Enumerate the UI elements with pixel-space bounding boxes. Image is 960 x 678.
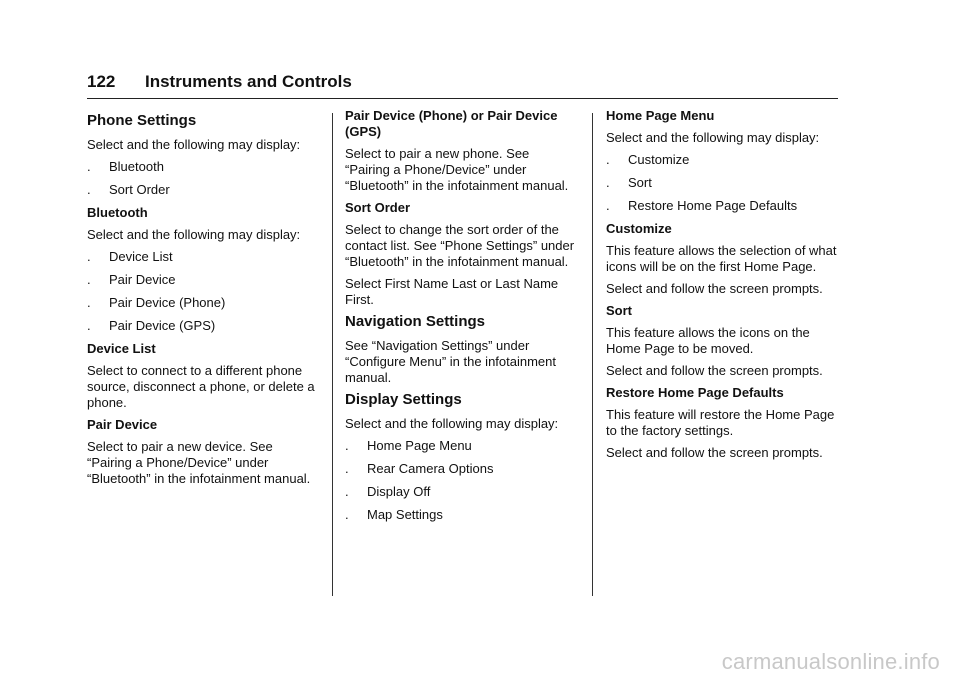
bullet-icon: . xyxy=(87,295,91,310)
sort-text: This feature allows the icons on the Home Page to be moved. xyxy=(606,325,810,356)
bullet-icon: . xyxy=(345,507,349,522)
navigation-settings-heading: Navigation Settings xyxy=(345,313,486,330)
list-item: . Sort Order xyxy=(87,182,170,197)
sort-order-text-2: Select First Name Last or Last Name First. xyxy=(345,276,559,307)
sort-text-2: Select and follow the screen prompts. xyxy=(606,363,823,378)
bullet-icon: . xyxy=(345,438,349,453)
list-item: . Sort xyxy=(606,175,652,190)
section-title: Instruments and Controls xyxy=(145,72,352,91)
phone-settings-intro: Select and the following may display: xyxy=(87,137,301,152)
list-item: . Restore Home Page Defaults xyxy=(606,198,798,213)
pair-device-heading: Pair Device xyxy=(87,417,158,432)
sort-order-heading: Sort Order xyxy=(345,200,411,215)
pair-phone-gps-heading: Pair Device (Phone) or Pair Device (GPS) xyxy=(345,108,558,139)
bullet-icon: . xyxy=(87,318,91,333)
bullet-icon: . xyxy=(87,249,91,264)
navigation-settings-text: See “Navigation Settings” under “Configure Menu” in the infotainment manual. xyxy=(345,338,557,385)
pair-device-text: Select to pair a new device. See “Pairing a Phone/Device” under “Bluetooth” in the infotainment manual. xyxy=(87,439,311,486)
list-item: . Pair Device (GPS) xyxy=(87,318,216,333)
list-item: . Customize xyxy=(606,152,690,167)
display-settings-heading: Display Settings xyxy=(345,391,462,408)
display-settings-intro: Select and the following may display: xyxy=(345,416,559,431)
sort-heading: Sort xyxy=(606,303,632,318)
page-header xyxy=(87,72,352,92)
customize-text: This feature allows the selection of what icons will be on the first Home Page. xyxy=(606,243,837,274)
bluetooth-heading: Bluetooth xyxy=(87,205,148,220)
list-item: . Display Off xyxy=(345,484,431,499)
column-divider xyxy=(592,113,593,596)
column-3 xyxy=(606,108,838,467)
list-item: . Map Settings xyxy=(345,507,443,522)
column-1 xyxy=(87,108,319,493)
list-item: . Pair Device (Phone) xyxy=(87,295,226,310)
list-item: . Home Page Menu xyxy=(345,438,472,453)
bullet-icon: . xyxy=(606,152,610,167)
bullet-icon: . xyxy=(345,484,349,499)
home-page-menu-heading: Home Page Menu xyxy=(606,108,715,123)
bullet-icon: . xyxy=(606,198,610,213)
sort-order-text: Select to change the sort order of the contact list. See “Phone Settings” under “Bluetooth” in the infotainment manual. xyxy=(345,222,575,269)
restore-defaults-heading: Restore Home Page Defaults xyxy=(606,385,784,400)
bullet-icon: . xyxy=(606,175,610,190)
device-list-text: Select to connect to a different phone source, disconnect a phone, or delete a phone. xyxy=(87,363,315,410)
bullet-icon: . xyxy=(345,461,349,476)
customize-heading: Customize xyxy=(606,221,672,236)
pair-phone-gps-text: Select to pair a new phone. See “Pairing a Phone/Device” under “Bluetooth” in the infotainment manual. xyxy=(345,146,569,193)
bluetooth-intro: Select and the following may display: xyxy=(87,227,301,242)
customize-text-2: Select and follow the screen prompts. xyxy=(606,281,823,296)
column-divider xyxy=(332,113,333,596)
list-item: . Rear Camera Options xyxy=(345,461,494,476)
restore-defaults-text: This feature will restore the Home Page to the factory settings. xyxy=(606,407,835,438)
bullet-icon: . xyxy=(87,159,91,174)
watermark: carmanualsonline.info xyxy=(721,649,940,674)
page-number: 122 xyxy=(87,72,116,91)
header-rule xyxy=(87,98,838,99)
list-item: . Device List xyxy=(87,249,173,264)
bullet-icon: . xyxy=(87,182,91,197)
list-item: . Bluetooth xyxy=(87,159,164,174)
restore-defaults-text-2: Select and follow the screen prompts. xyxy=(606,445,823,460)
home-page-menu-intro: Select and the following may display: xyxy=(606,130,820,145)
phone-settings-heading: Phone Settings xyxy=(87,112,197,129)
bullet-icon: . xyxy=(87,272,91,287)
list-item: . Pair Device xyxy=(87,272,176,287)
column-2 xyxy=(345,108,577,530)
device-list-heading: Device List xyxy=(87,341,156,356)
